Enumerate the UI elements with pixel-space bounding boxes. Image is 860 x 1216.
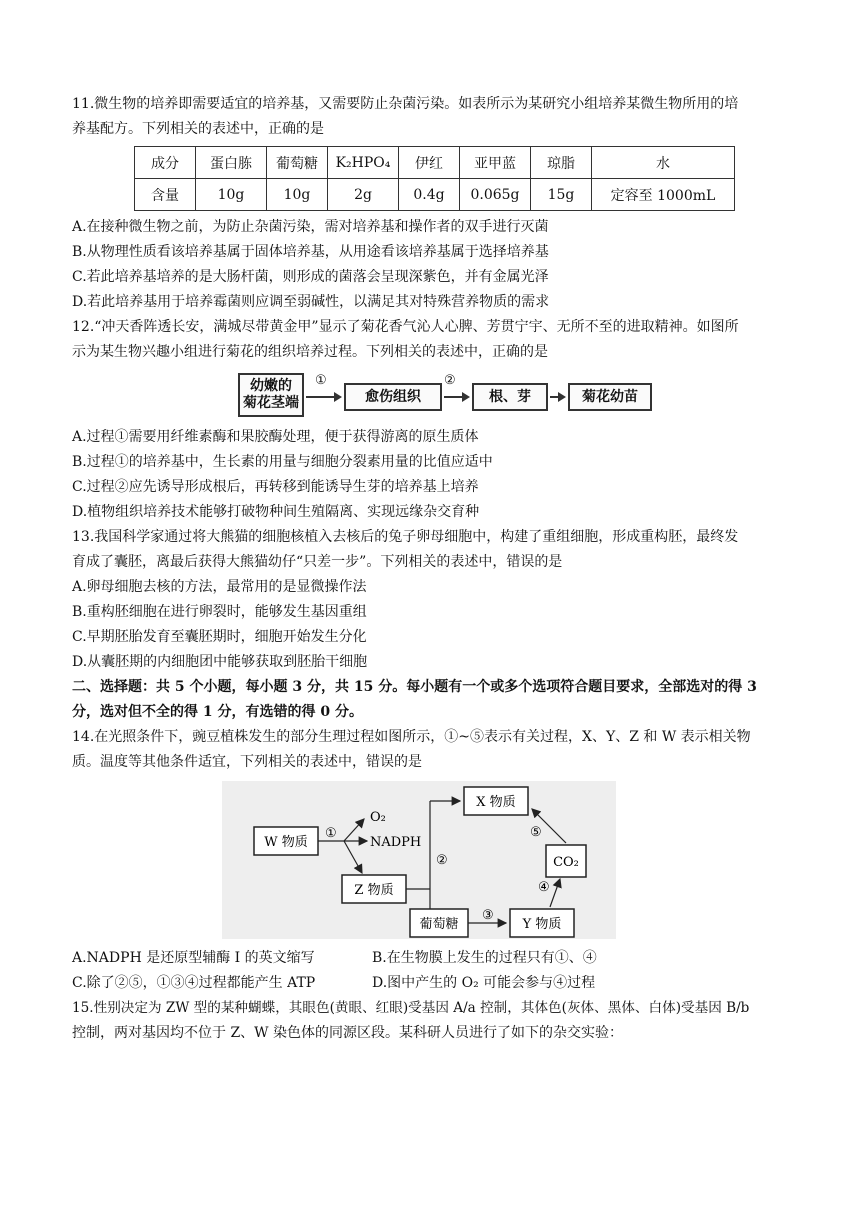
q11-stem-line2: 养基配方。下列相关的表述中，正确的是	[72, 121, 324, 137]
table-cell: 水	[592, 147, 735, 179]
exam-page	[72, 92, 790, 1046]
arrow-2	[444, 396, 468, 398]
table-cell: 亚甲蓝	[460, 147, 531, 179]
table-cell: 2g	[328, 179, 399, 211]
q12-option-b: B.过程①的培养基中，生长素的用量与细胞分裂素用量的比值应适中	[72, 454, 493, 470]
q12-stem-line1: 12.“冲天香阵透长安，满城尽带黄金甲”显示了菊花香气沁人心脾、芳贯宁宇、无所不至的进取精神。如图所	[72, 319, 739, 335]
q13-option-d: D.从囊胚期的内细胞团中能够获取到胚胎干细胞	[72, 654, 368, 670]
table-cell: 10g	[267, 179, 328, 211]
q15-stem-line1: 15.性别决定为 ZW 型的某种蝴蝶，其眼色(黄眼、红眼)受基因 A/a 控制，其体色(灰体、黑体、白体)受基因 B/b	[72, 1000, 750, 1016]
table-cell: 琼脂	[531, 147, 592, 179]
q12-option-d: D.植物组织培养技术能够打破物种间生殖隔离、实现远缘杂交育种	[72, 504, 480, 520]
o2-label: O₂	[370, 810, 386, 825]
q13-stem-line1: 13.我国科学家通过将大熊猫的细胞核植入去核后的兔子卵母细胞中，构建了重组细胞，形成重构胚，最终发	[72, 529, 739, 545]
q14-stem-line2: 质。温度等其他条件适宜，下列相关的表述中，错误的是	[72, 754, 422, 770]
q14-option-a: A.NADPH 是还原型辅酶 I 的英文缩写	[72, 950, 315, 966]
nadph-label: NADPH	[370, 835, 422, 850]
step-2-label: ②	[444, 373, 456, 388]
table-cell: K₂HPO₄	[328, 147, 399, 179]
tissue-culture-diagram	[72, 371, 790, 421]
box-young-stem-line1: 幼嫩的	[250, 378, 292, 394]
q14-stem-line1: 14.在光照条件下，豌豆植株发生的部分生理过程如图所示，①~⑤表示有关过程，X、Y、Z 和 W 表示相关物	[72, 729, 751, 745]
q13-option-c: C.早期胚胎发育至囊胚期时，细胞开始发生分化	[72, 629, 367, 645]
table-cell: 15g	[531, 179, 592, 211]
q11-stem-line1: 11.微生物的培养即需要适宜的培养基，又需要防止杂菌污染。如表所示为某研究小组培养某微生物所用的培	[72, 96, 739, 112]
q12-stem-line2: 示为某生物兴趣小组进行菊花的组织培养过程。下列相关的表述中，正确的是	[72, 344, 548, 360]
table-row	[135, 179, 735, 211]
co2-label: CO₂	[553, 855, 579, 870]
q15-stem-line2: 控制，两对基因均不位于 Z、W 染色体的同源区段。某科研人员进行了如下的杂交实验：	[72, 1025, 624, 1041]
arrow-1	[306, 396, 340, 398]
q11-option-d: D.若此培养基用于培养霉菌则应调至弱碱性，以满足其对特殊营养物质的需求	[72, 294, 550, 310]
section2-heading-line1: 二、选择题：共 5 个小题，每小题 3 分，共 15 分。每小题有一个或多个选项符合题目要求，全部选对的得 3	[72, 679, 757, 695]
table-cell: 葡萄糖	[267, 147, 328, 179]
table-cell: 成分	[135, 147, 196, 179]
table-cell: 伊红	[399, 147, 460, 179]
q11-option-b: B.从物理性质看该培养基属于固体培养基，从用途看该培养基属于选择培养基	[72, 244, 549, 260]
box-young-stem	[238, 373, 304, 417]
step-4-label: ④	[538, 880, 550, 895]
box-callus: 愈伤组织	[344, 383, 442, 411]
q13-stem-line2: 育成了囊胚，离最后获得大熊猫幼仔“只差一步”。下列相关的表述中，错误的是	[72, 554, 563, 570]
table-cell: 0.065g	[460, 179, 531, 211]
step-1-label: ①	[325, 826, 337, 841]
q14-options-row2	[72, 971, 790, 996]
glucose-label: 葡萄糖	[419, 917, 459, 932]
q13-option-b: B.重构胚细胞在进行卵裂时，能够发生基因重组	[72, 604, 367, 620]
q11-option-c: C.若此培养基培养的是大肠杆菌，则形成的菌落会呈现深紫色，并有金属光泽	[72, 269, 549, 285]
photosynthesis-diagram	[72, 779, 790, 944]
q12-option-c: C.过程②应先诱导形成根后，再转移到能诱导生芽的培养基上培养	[72, 479, 479, 495]
q13-option-a: A.卵母细胞去核的方法，最常用的是显微操作法	[72, 579, 367, 595]
table-cell: 含量	[135, 179, 196, 211]
photosynthesis-svg	[72, 779, 790, 944]
section2-heading-line2: 分，选对但不全的得 1 分，有选错的得 0 分。	[72, 704, 363, 720]
y-substance-label: Y 物质	[522, 917, 562, 932]
q14-option-c: C.除了②⑤，①③④过程都能产生 ATP	[72, 975, 316, 991]
table-cell: 定容至 1000mL	[592, 179, 735, 211]
q11-option-a: A.在接种微生物之前，为防止杂菌污染，需对培养基和操作者的双手进行灭菌	[72, 219, 549, 235]
box-seedling: 菊花幼苗	[568, 383, 652, 411]
step-3-label: ③	[482, 908, 494, 923]
step-1-label: ①	[315, 373, 327, 388]
w-substance-label: W 物质	[264, 835, 308, 850]
arrow-3	[550, 396, 564, 398]
table-cell: 蛋白胨	[196, 147, 267, 179]
q14-option-b: B.在生物膜上发生的过程只有①、④	[372, 950, 597, 966]
q14-option-d: D.图中产生的 O₂ 可能会参与④过程	[372, 975, 596, 991]
step-2-label: ②	[436, 853, 448, 868]
table-cell: 10g	[196, 179, 267, 211]
box-root-bud: 根、芽	[472, 383, 548, 411]
x-substance-label: X 物质	[476, 795, 516, 810]
table-row	[135, 147, 735, 179]
box-young-stem-line2: 菊花茎端	[243, 395, 299, 411]
q14-options-row1	[72, 946, 790, 971]
step-5-label: ⑤	[530, 825, 542, 840]
table-cell: 0.4g	[399, 179, 460, 211]
medium-table	[134, 146, 735, 211]
q12-option-a: A.过程①需要用纤维素酶和果胶酶处理，便于获得游离的原生质体	[72, 429, 479, 445]
z-substance-label: Z 物质	[354, 883, 394, 898]
